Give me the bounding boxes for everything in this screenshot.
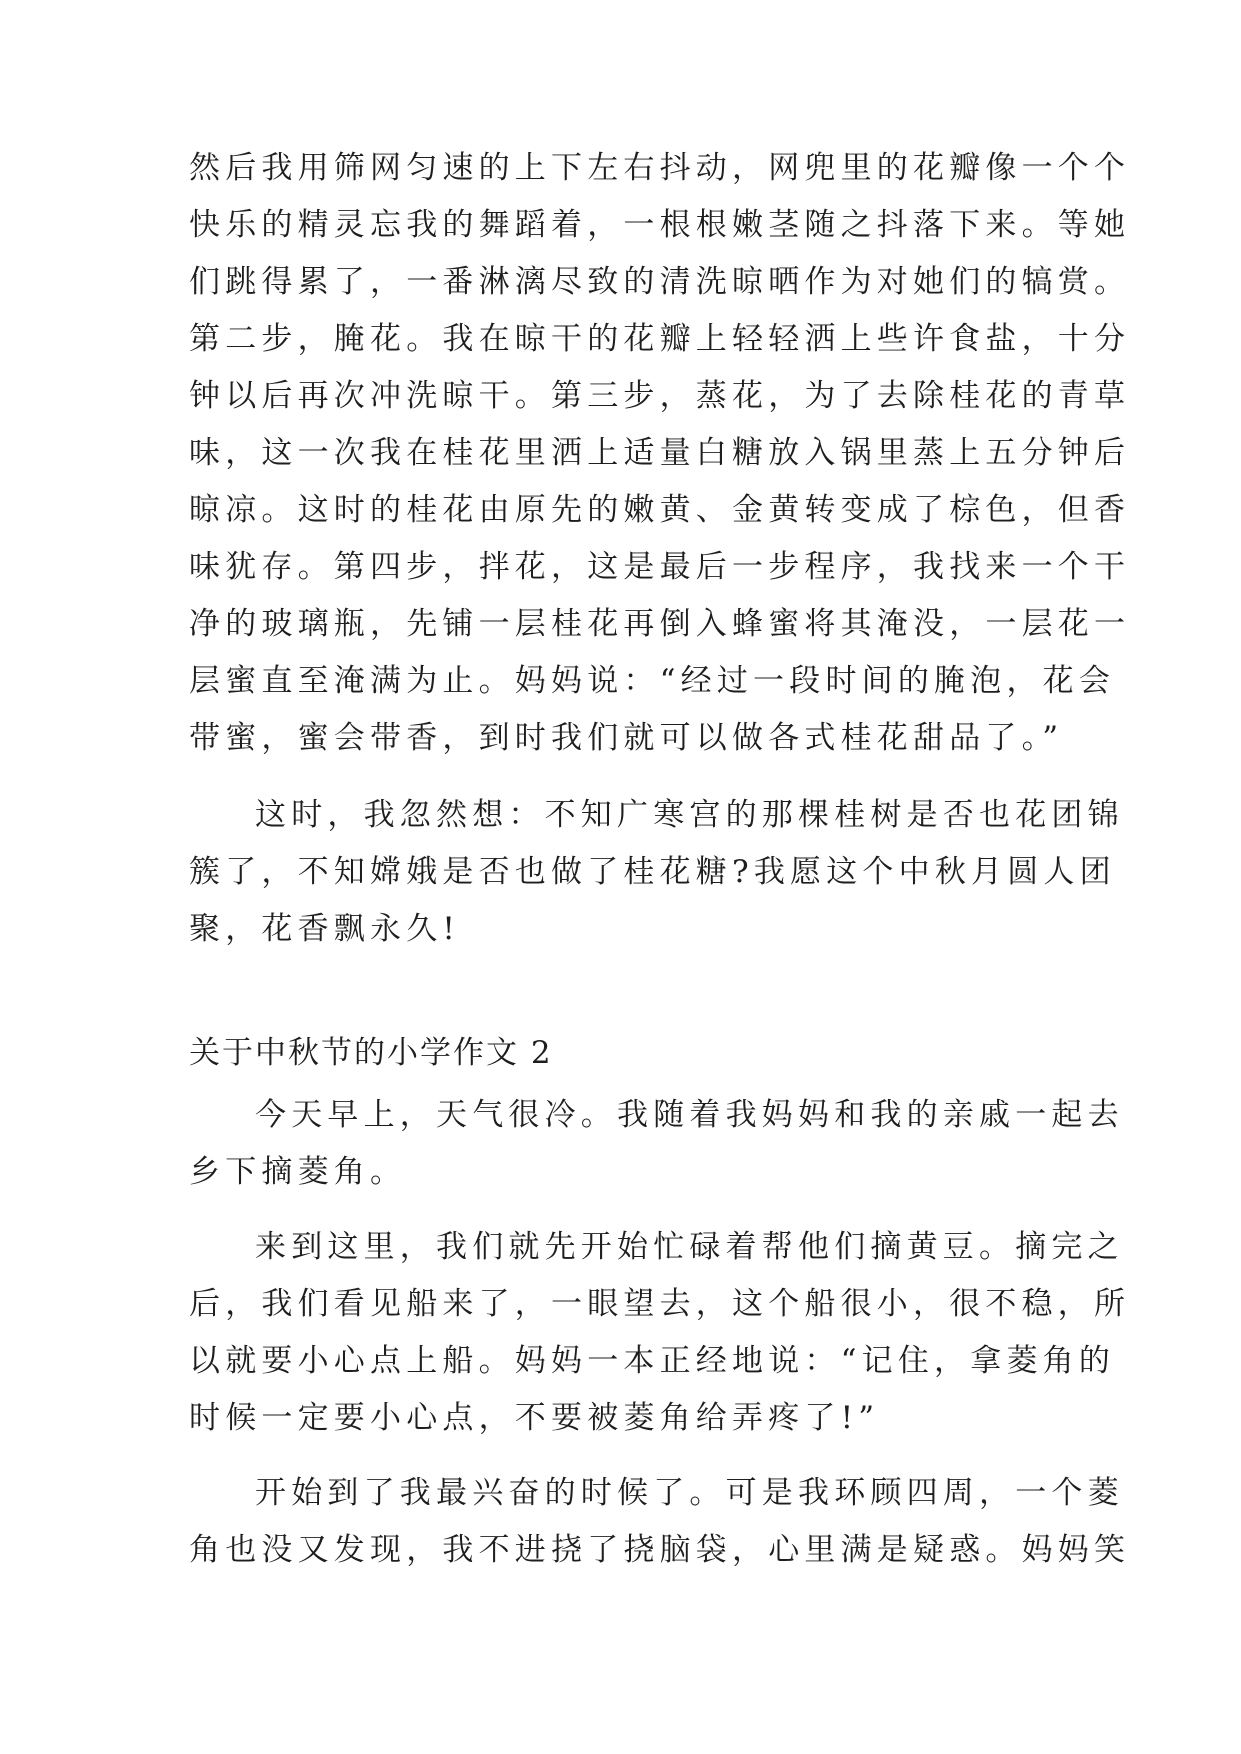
text-line: 后，我们看见船来了，一眼望去，这个船很小，很不稳，所 [189,1286,1131,1322]
text-line: 角也没又发现，我不进挠了挠脑袋，心里满是疑惑。妈妈笑 [189,1532,1131,1568]
text-line: 乡下摘菱角。 [189,1154,407,1190]
text-line: 快乐的精灵忘我的舞蹈着，一根根嫩茎随之抖落下来。等她 [189,207,1131,243]
text-line: 带蜜，蜜会带香，到时我们就可以做各式桂花甜品了。” [189,720,1064,756]
text-line: 味，这一次我在桂花里洒上适量白糖放入锅里蒸上五分钟后 [189,435,1131,471]
text-line: 第二步，腌花。我在晾干的花瓣上轻轻洒上些许食盐，十分 [189,321,1131,357]
text-line: 时候一定要小心点，不要被菱角给弄疼了!” [189,1400,880,1436]
text-line: 钟以后再次冲洗晾干。第三步，蒸花，为了去除桂花的青草 [189,378,1131,414]
text-line: 簇了，不知嫦娥是否也做了桂花糖?我愿这个中秋月圆人团 [189,854,1116,890]
paragraph-first-line: 这时，我忽然想：不知广寒宫的那棵桂树是否也花团锦 [255,797,1124,833]
text-line: 味犹存。第四步，拌花，这是最后一步程序，我找来一个干 [189,549,1131,585]
text-line: 以就要小心点上船。妈妈一本正经地说：“记住，拿菱角的 [189,1343,1116,1379]
paragraph-first-line: 来到这里，我们就先开始忙碌着帮他们摘黄豆。摘完之 [255,1229,1124,1265]
text-line: 们跳得累了，一番淋漓尽致的清洗晾晒作为对她们的犒赏。 [189,264,1131,300]
paragraph-first-line: 今天早上，天气很冷。我随着我妈妈和我的亲戚一起去 [255,1097,1124,1133]
text-line: 净的玻璃瓶，先铺一层桂花再倒入蜂蜜将其淹没，一层花一 [189,606,1131,642]
text-line: 然后我用筛网匀速的上下左右抖动，网兜里的花瓣像一个个 [189,150,1131,186]
text-line: 层蜜直至淹满为止。妈妈说：“经过一段时间的腌泡，花会 [189,663,1116,699]
section-heading: 关于中秋节的小学作文 2 [189,1035,553,1071]
paragraph-first-line: 开始到了我最兴奋的时候了。可是我环顾四周，一个菱 [255,1475,1124,1511]
text-line: 聚，花香飘永久! [189,911,461,947]
text-line: 晾凉。这时的桂花由原先的嫩黄、金黄转变成了棕色，但香 [189,492,1131,528]
